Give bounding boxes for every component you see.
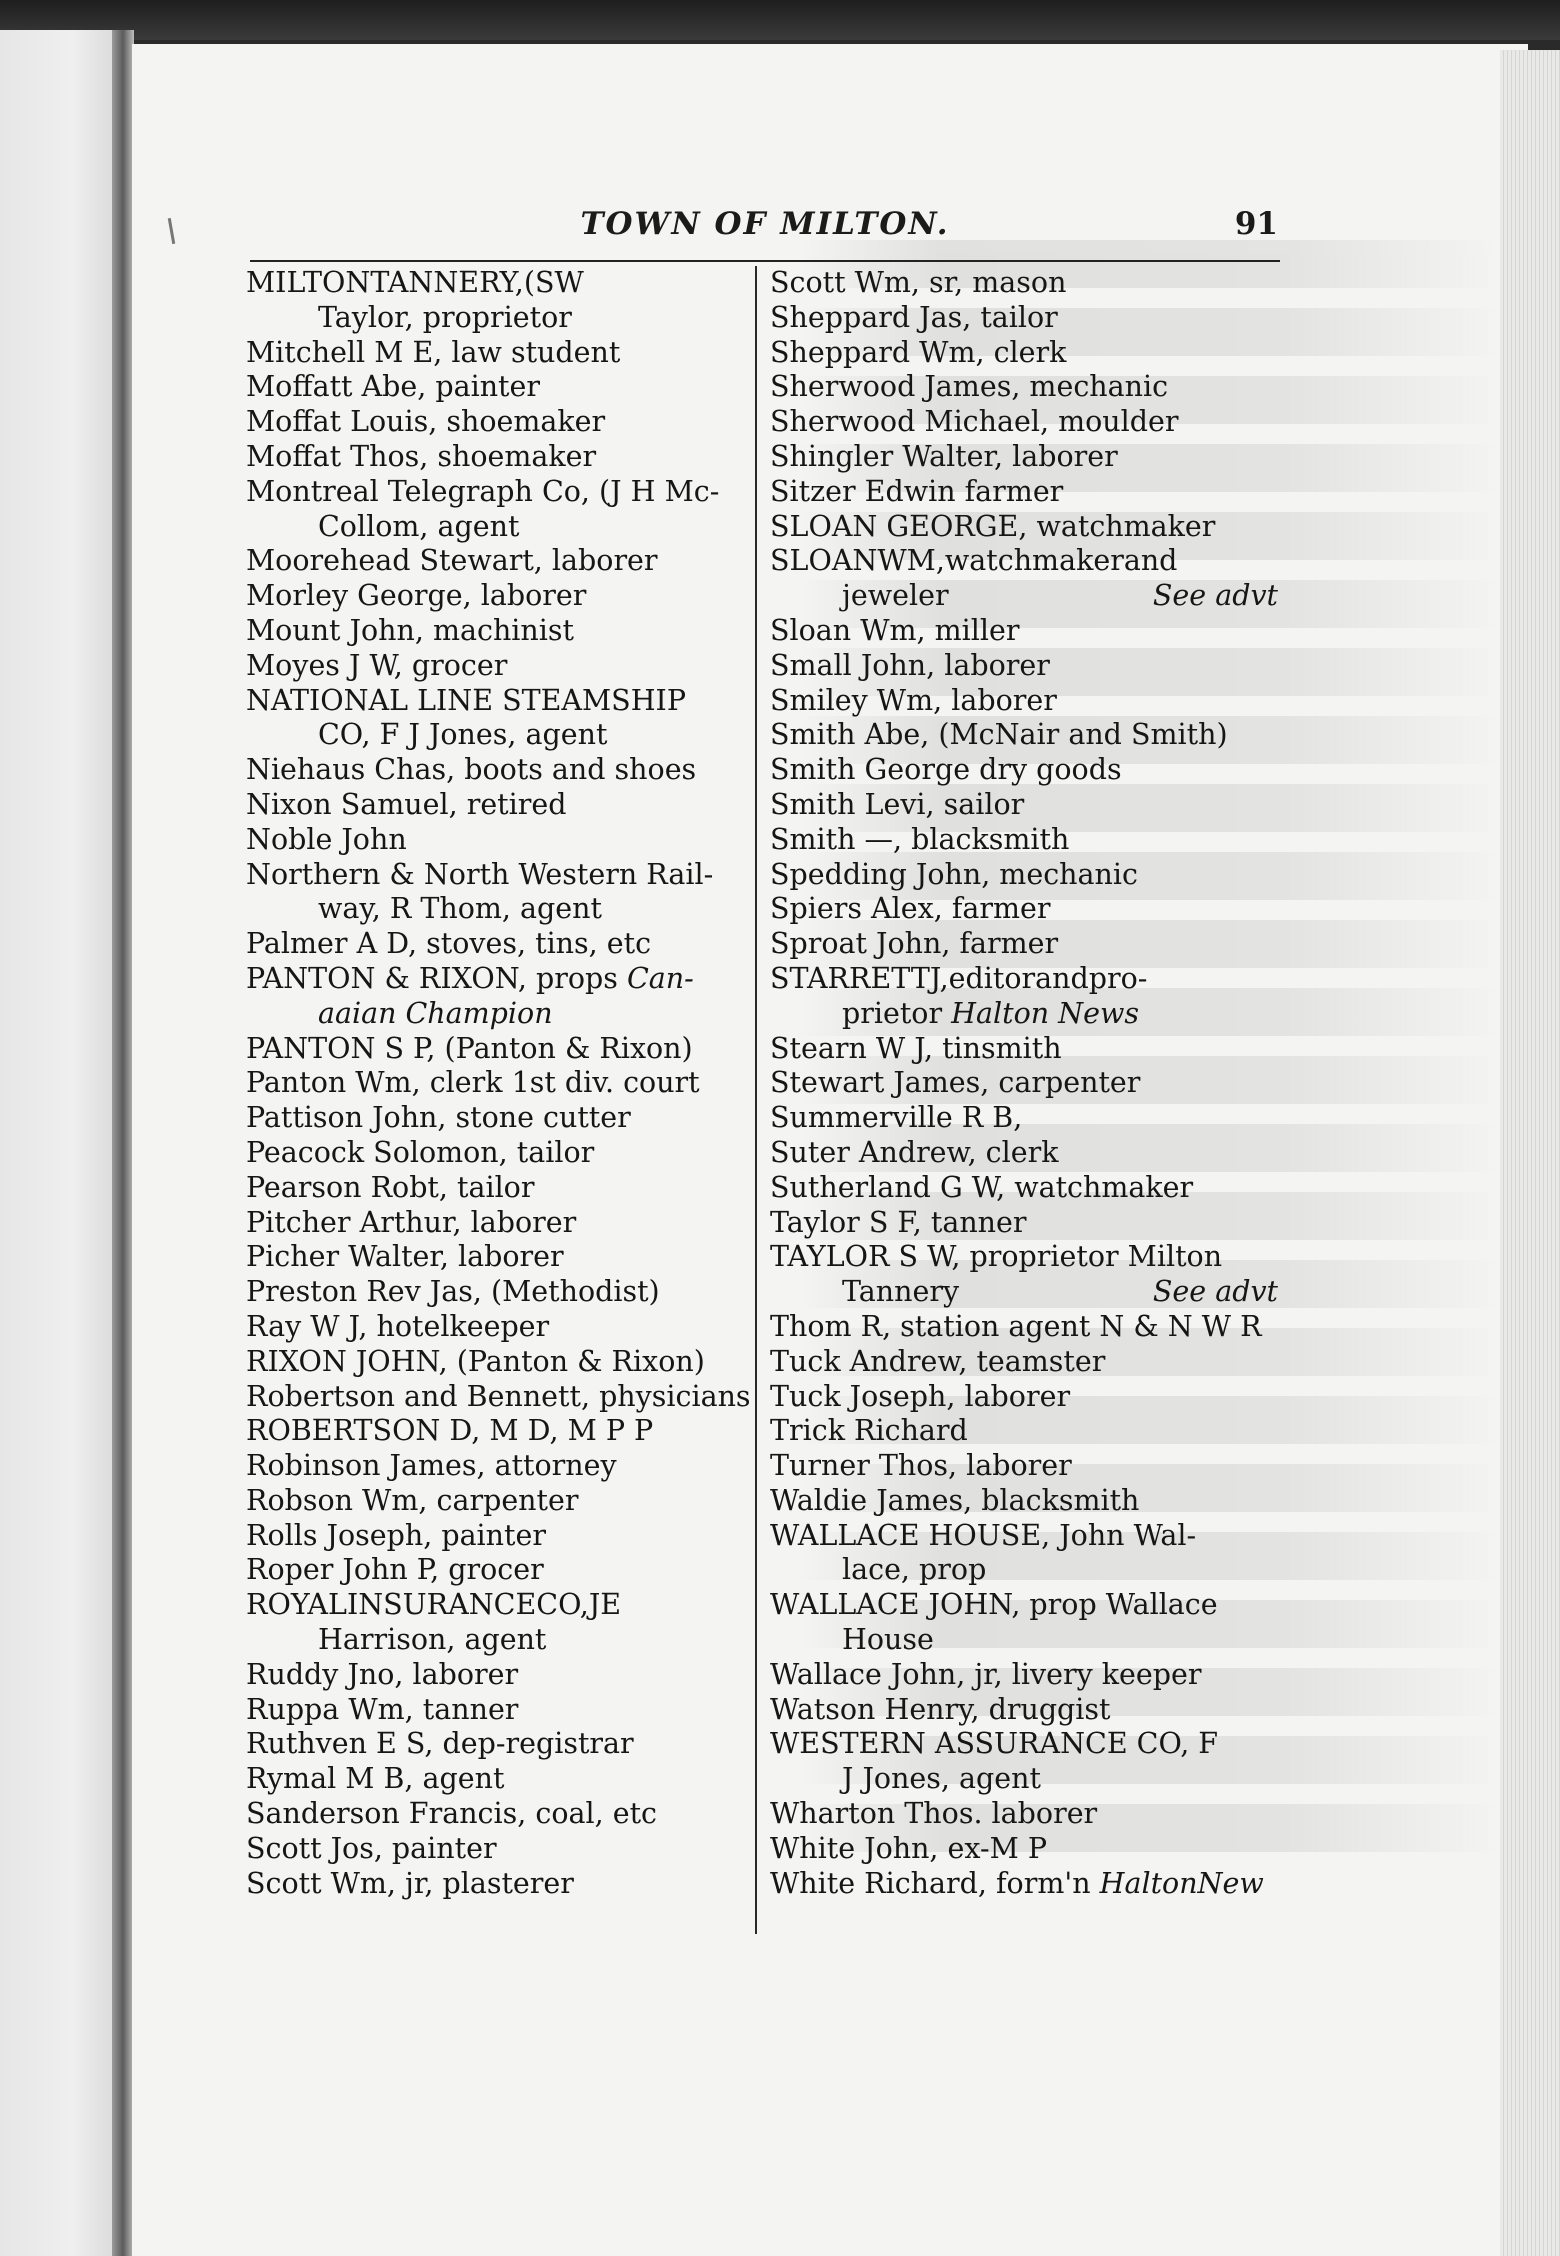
directory-entry xyxy=(246,370,756,405)
entry-continuation xyxy=(246,997,756,1032)
directory-entry xyxy=(770,1101,1278,1136)
entry-text: Sherwood James, mechanic xyxy=(770,370,1169,404)
entry-text: Harrison, agent xyxy=(318,1623,547,1657)
entry-text: Suter Andrew, clerk xyxy=(770,1135,1059,1169)
entry-line xyxy=(246,962,756,997)
directory-entry xyxy=(246,1414,756,1449)
entry-text: Trick Richard xyxy=(770,1414,968,1448)
directory-entry xyxy=(246,336,756,371)
directory-entry xyxy=(770,405,1278,440)
entry-line xyxy=(770,823,1278,858)
entry-line xyxy=(770,266,1278,301)
directory-entry xyxy=(246,1136,756,1171)
scan-top-border xyxy=(0,0,1560,40)
entry-word: and xyxy=(1123,544,1178,578)
entry-text: ROBERTSON D, M D, M P P xyxy=(246,1414,654,1448)
entry-line xyxy=(246,1832,756,1867)
entry-line xyxy=(770,788,1278,823)
entry-line xyxy=(770,1101,1278,1136)
entry-text: Scott Wm, sr, mason xyxy=(770,266,1067,299)
entry-line xyxy=(246,579,756,614)
entry-line xyxy=(770,927,1278,962)
entry-text: Nixon Samuel, retired xyxy=(246,787,567,821)
directory-column-left xyxy=(246,266,756,1901)
entry-italic-text: Halton News xyxy=(951,996,1139,1030)
entry-line xyxy=(770,753,1278,788)
directory-entry xyxy=(246,1310,756,1345)
directory-entry xyxy=(770,614,1278,649)
entry-text: Moorehead Stewart, laborer xyxy=(246,544,658,578)
directory-entry xyxy=(770,440,1278,475)
entry-text: WALLACE JOHN, prop Wallace xyxy=(770,1588,1218,1622)
entry-text: Ray W J, hotelkeeper xyxy=(246,1309,550,1343)
entry-italic-text: HaltonNew xyxy=(1099,1866,1264,1900)
entry-line xyxy=(770,544,1278,579)
entry-continuation xyxy=(246,892,756,927)
entry-text: Tannery xyxy=(842,1275,960,1309)
entry-line xyxy=(246,1414,756,1449)
entry-line xyxy=(246,475,756,510)
directory-entry xyxy=(246,753,756,788)
directory-entry xyxy=(770,1414,1278,1449)
directory-entry xyxy=(770,475,1278,510)
entry-line xyxy=(770,1449,1278,1484)
entry-text: Picher Walter, laborer xyxy=(246,1240,564,1274)
entry-line xyxy=(246,1449,756,1484)
directory-entry xyxy=(246,1797,756,1832)
entry-line xyxy=(246,1206,756,1241)
entry-text: J Jones, agent xyxy=(842,1762,1041,1796)
entry-line xyxy=(770,301,1278,336)
entry-line xyxy=(770,475,1278,510)
entry-line xyxy=(246,370,756,405)
entry-line xyxy=(246,1658,756,1693)
entry-word: INSURANCE xyxy=(346,1588,537,1622)
entry-text: White John, ex-M P xyxy=(770,1831,1048,1865)
entry-text: Mount John, machinist xyxy=(246,613,574,647)
entry-italic-text: aaian Champion xyxy=(318,996,553,1030)
entry-line xyxy=(246,1693,756,1728)
entry-line xyxy=(770,1658,1278,1693)
entry-text: Moyes J W, grocer xyxy=(246,648,508,682)
entry-text: Ruthven E S, dep-registrar xyxy=(246,1727,634,1761)
entry-line xyxy=(770,1414,1278,1449)
directory-entry xyxy=(770,544,1278,614)
entry-text: Sheppard Jas, tailor xyxy=(770,300,1058,334)
directory-entry xyxy=(246,475,756,545)
directory-entry xyxy=(246,1484,756,1519)
entry-line xyxy=(770,892,1278,927)
entry-word: TANNERY, xyxy=(370,266,524,299)
directory-entry xyxy=(770,1484,1278,1519)
entry-text: CO, F J Jones, agent xyxy=(318,718,608,752)
entry-text: Wharton Thos. laborer xyxy=(770,1797,1098,1831)
entry-line xyxy=(770,1380,1278,1415)
entry-text: Rolls Joseph, painter xyxy=(246,1518,546,1552)
directory-entry xyxy=(770,1345,1278,1380)
entry-text: Small John, laborer xyxy=(770,648,1050,682)
entry-text: Collom, agent xyxy=(318,509,520,543)
directory-entry xyxy=(246,684,756,754)
directory-entry xyxy=(246,579,756,614)
entry-text: lace, prop xyxy=(842,1553,987,1587)
entry-text: NATIONAL LINE STEAMSHIP xyxy=(246,683,686,717)
entry-continuation xyxy=(770,997,1278,1032)
entry-text: Smith Levi, sailor xyxy=(770,787,1025,821)
entry-word: SLOAN xyxy=(770,544,878,578)
entry-continuation xyxy=(770,1762,1278,1797)
entry-text: House xyxy=(842,1623,934,1657)
entry-text: Robson Wm, carpenter xyxy=(246,1483,579,1517)
entry-line xyxy=(246,1101,756,1136)
entry-line xyxy=(770,1240,1278,1275)
directory-entry xyxy=(770,823,1278,858)
directory-entry xyxy=(770,1310,1278,1345)
entry-text: Summerville R B, xyxy=(770,1101,1023,1135)
directory-entry xyxy=(246,1832,756,1867)
entry-line xyxy=(246,1171,756,1206)
directory-entry xyxy=(246,1380,756,1415)
directory-entry xyxy=(246,1727,756,1762)
entry-text: Stewart James, carpenter xyxy=(770,1066,1141,1100)
entry-line xyxy=(770,614,1278,649)
entry-line xyxy=(246,823,756,858)
directory-entry xyxy=(246,1345,756,1380)
entry-text: Northern & North Western Rail- xyxy=(246,857,714,891)
entry-line xyxy=(770,1032,1278,1067)
entry-text: Sheppard Wm, clerk xyxy=(770,335,1067,369)
entry-word: J xyxy=(588,1588,601,1622)
entry-text: Moffatt Abe, painter xyxy=(246,370,541,404)
entry-text: Robinson James, attorney xyxy=(246,1449,617,1483)
entry-word: and xyxy=(1035,961,1089,995)
running-head: TOWN OF MILTON. xyxy=(580,206,950,242)
entry-line xyxy=(246,1032,756,1067)
entry-text: Taylor, proprietor xyxy=(318,300,572,334)
entry-line xyxy=(770,1345,1278,1380)
entry-text: Peacock Solomon, tailor xyxy=(246,1135,595,1169)
entry-line xyxy=(246,405,756,440)
directory-entry xyxy=(770,336,1278,371)
entry-continuation xyxy=(770,579,1278,614)
entry-line xyxy=(246,858,756,893)
directory-entry xyxy=(770,266,1278,301)
entry-line xyxy=(770,1206,1278,1241)
directory-entry xyxy=(770,370,1278,405)
entry-text: Spiers Alex, farmer xyxy=(770,892,1051,926)
entry-line xyxy=(770,1066,1278,1101)
entry-italic-text: Can- xyxy=(626,961,694,995)
directory-entry xyxy=(246,440,756,475)
directory-column-right xyxy=(770,266,1278,1901)
entry-line xyxy=(770,1310,1278,1345)
directory-entry xyxy=(770,718,1278,753)
directory-entry xyxy=(770,1727,1278,1797)
directory-entry xyxy=(770,753,1278,788)
entry-text: Montreal Telegraph Co, (J H Mc- xyxy=(246,474,720,508)
entry-text: Smith —, blacksmith xyxy=(770,822,1070,856)
entry-line xyxy=(246,1867,756,1902)
entry-line xyxy=(770,1519,1278,1554)
entry-text: WALLACE HOUSE, John Wal- xyxy=(770,1518,1197,1552)
entry-text: Preston Rev Jas, (Methodist) xyxy=(246,1275,660,1309)
entry-line xyxy=(246,1762,756,1797)
entry-line xyxy=(246,1380,756,1415)
entry-text: Turner Thos, laborer xyxy=(770,1449,1072,1483)
entry-text: White Richard, form'n xyxy=(770,1866,1091,1900)
directory-entry xyxy=(770,1867,1278,1902)
entry-word: pro- xyxy=(1088,961,1148,995)
entry-text: Ruppa Wm, tanner xyxy=(246,1692,519,1726)
entry-line xyxy=(770,510,1278,545)
directory-entry xyxy=(770,510,1278,545)
entry-line xyxy=(770,684,1278,719)
entry-line xyxy=(246,1275,756,1310)
directory-entry xyxy=(770,858,1278,893)
entry-line xyxy=(246,927,756,962)
directory-entry xyxy=(246,1658,756,1693)
see-advt-note: See advt xyxy=(1152,1275,1278,1309)
entry-line xyxy=(770,718,1278,753)
entry-line xyxy=(770,1727,1278,1762)
entry-text: Moffat Thos, shoemaker xyxy=(246,439,597,473)
entry-line xyxy=(770,1588,1278,1623)
entry-continuation xyxy=(770,1553,1278,1588)
entry-continuation xyxy=(246,510,756,545)
entry-line xyxy=(246,1588,756,1623)
entry-text: Niehaus Chas, boots and shoes xyxy=(246,753,697,787)
entry-word: editor xyxy=(948,961,1036,995)
entry-line xyxy=(246,1519,756,1554)
directory-entry xyxy=(246,1206,756,1241)
entry-line xyxy=(770,1171,1278,1206)
entry-line xyxy=(246,753,756,788)
directory-entry xyxy=(770,962,1278,1032)
entry-text: Waldie James, blacksmith xyxy=(770,1483,1140,1517)
entry-text: PANTON S P, (Panton & Rixon) xyxy=(246,1031,693,1065)
entry-text: jeweler xyxy=(842,579,949,613)
entry-text: Robertson and Bennett, physicians xyxy=(246,1379,751,1413)
entry-text: Watson Henry, druggist xyxy=(770,1692,1111,1726)
directory-entry xyxy=(246,544,756,579)
directory-entry xyxy=(246,1588,756,1658)
entry-line xyxy=(770,336,1278,371)
entry-continuation xyxy=(246,1623,756,1658)
entry-text: Sutherland G W, watchmaker xyxy=(770,1170,1194,1204)
entry-text: Smith Abe, (McNair and Smith) xyxy=(770,718,1228,752)
entry-line xyxy=(246,544,756,579)
entry-line xyxy=(246,1240,756,1275)
entry-line xyxy=(770,649,1278,684)
directory-entry xyxy=(770,892,1278,927)
entry-line xyxy=(246,266,756,301)
page-number: 91 xyxy=(1234,206,1278,242)
directory-entry xyxy=(246,962,756,1032)
entry-text: Panton Wm, clerk 1st div. court xyxy=(246,1066,700,1100)
entry-line xyxy=(770,1484,1278,1519)
entry-line xyxy=(246,614,756,649)
directory-entry xyxy=(770,1797,1278,1832)
entry-line xyxy=(246,440,756,475)
entry-line xyxy=(770,440,1278,475)
entry-text: TAYLOR S W, proprietor Milton xyxy=(770,1240,1223,1274)
entry-text: Scott Jos, painter xyxy=(246,1831,497,1865)
directory-entry xyxy=(246,1101,756,1136)
directory-entry xyxy=(770,684,1278,719)
directory-entry xyxy=(770,1588,1278,1658)
directory-entry xyxy=(246,1519,756,1554)
directory-entry xyxy=(246,788,756,823)
directory-entry xyxy=(770,927,1278,962)
entry-text: Sloan Wm, miller xyxy=(770,613,1020,647)
directory-entry xyxy=(246,927,756,962)
entry-text: PANTON & RIXON, props xyxy=(246,961,618,995)
entry-line xyxy=(770,1867,1278,1902)
entry-continuation xyxy=(770,1275,1278,1310)
entry-line xyxy=(770,1832,1278,1867)
directory-entry xyxy=(246,614,756,649)
entry-text: Smiley Wm, laborer xyxy=(770,683,1057,717)
directory-entry xyxy=(246,858,756,928)
entry-line xyxy=(246,684,756,719)
entry-text: Palmer A D, stoves, tins, etc xyxy=(246,927,652,961)
directory-entry xyxy=(246,1275,756,1310)
entry-text: way, R Thom, agent xyxy=(318,892,602,926)
directory-entry xyxy=(770,1832,1278,1867)
entry-text: Sproat John, farmer xyxy=(770,927,1059,961)
entry-line xyxy=(770,962,1278,997)
entry-word: E xyxy=(600,1588,622,1622)
entry-line xyxy=(246,788,756,823)
entry-word: STARRET xyxy=(770,961,911,995)
directory-entry xyxy=(246,1867,756,1902)
entry-text: RIXON JOHN, (Panton & Rixon) xyxy=(246,1344,705,1378)
entry-line xyxy=(770,1797,1278,1832)
directory-entry xyxy=(246,1066,756,1101)
entry-line xyxy=(246,1727,756,1762)
entry-word: watchmaker xyxy=(944,544,1124,578)
directory-entry xyxy=(770,1066,1278,1101)
entry-text: Pattison John, stone cutter xyxy=(246,1101,631,1135)
directory-entry xyxy=(246,1240,756,1275)
directory-entry xyxy=(246,266,756,336)
entry-word: J, xyxy=(929,961,949,995)
entry-word: T xyxy=(910,961,930,995)
entry-line xyxy=(246,1797,756,1832)
directory-entry xyxy=(770,1240,1278,1310)
entry-line xyxy=(770,370,1278,405)
directory-entry xyxy=(246,1762,756,1797)
directory-entry xyxy=(770,1380,1278,1415)
entry-line xyxy=(246,1136,756,1171)
entry-text: Scott Wm, jr, plasterer xyxy=(246,1866,574,1900)
entry-text: Sherwood Michael, moulder xyxy=(770,405,1179,439)
entry-text: Roper John P, grocer xyxy=(246,1553,544,1587)
directory-entry xyxy=(246,405,756,440)
entry-text: Taylor S F, tanner xyxy=(770,1205,1027,1239)
entry-text: Tuck Joseph, laborer xyxy=(770,1379,1071,1413)
entry-text: Spedding John, mechanic xyxy=(770,857,1138,891)
entry-line xyxy=(246,1066,756,1101)
entry-word: W xyxy=(554,266,584,299)
entry-line xyxy=(246,1310,756,1345)
entry-text: Shingler Walter, laborer xyxy=(770,439,1118,473)
entry-line xyxy=(246,1553,756,1588)
entry-word: MILTON xyxy=(246,266,371,299)
entry-text: Sitzer Edwin farmer xyxy=(770,474,1064,508)
entry-text: Tuck Andrew, teamster xyxy=(770,1344,1106,1378)
entry-text: Rymal M B, agent xyxy=(246,1762,505,1796)
entry-continuation xyxy=(770,1623,1278,1658)
directory-entry xyxy=(770,301,1278,336)
entry-line xyxy=(246,336,756,371)
entry-text: Wallace John, jr, livery keeper xyxy=(770,1657,1202,1691)
entry-text: Pitcher Arthur, laborer xyxy=(246,1205,577,1239)
page-header xyxy=(250,200,1280,262)
entry-text: Smith George dry goods xyxy=(770,753,1122,787)
entry-line xyxy=(770,1136,1278,1171)
directory-entry xyxy=(770,1136,1278,1171)
directory-entry xyxy=(770,1693,1278,1728)
entry-continuation xyxy=(246,718,756,753)
entry-text: prietor xyxy=(842,996,943,1030)
entry-line xyxy=(246,1484,756,1519)
directory-entry xyxy=(246,1693,756,1728)
entry-text: Stearn W J, tinsmith xyxy=(770,1031,1062,1065)
directory-entry xyxy=(770,1519,1278,1589)
entry-text: Noble John xyxy=(246,822,407,856)
entry-word: WM, xyxy=(877,544,945,578)
directory-entry xyxy=(246,1449,756,1484)
see-advt-note: See advt xyxy=(1152,579,1278,613)
entry-text: Moffat Louis, shoemaker xyxy=(246,405,606,439)
directory-entry xyxy=(770,1449,1278,1484)
entry-line xyxy=(770,858,1278,893)
directory-entry xyxy=(246,649,756,684)
book-gutter xyxy=(112,30,134,2256)
entry-text: Ruddy Jno, laborer xyxy=(246,1657,519,1691)
entry-text: Thom R, station agent N & N W R xyxy=(770,1309,1262,1343)
directory-entry xyxy=(246,1032,756,1067)
directory-entry xyxy=(770,1032,1278,1067)
entry-line xyxy=(246,1345,756,1380)
directory-entry xyxy=(246,1553,756,1588)
directory-entry xyxy=(246,823,756,858)
page-stack-edge xyxy=(1500,50,1560,2256)
entry-text: SLOAN GEORGE, watchmaker xyxy=(770,509,1216,543)
entry-text: Pearson Robt, tailor xyxy=(246,1170,535,1204)
facing-page-edge xyxy=(0,30,120,2256)
directory-entry xyxy=(246,1171,756,1206)
entry-line xyxy=(246,649,756,684)
entry-word: (S xyxy=(523,266,555,299)
entry-word: CO, xyxy=(536,1588,589,1622)
directory-entry xyxy=(770,649,1278,684)
entry-text: Morley George, laborer xyxy=(246,579,587,613)
directory-entry xyxy=(770,1658,1278,1693)
directory-entry xyxy=(770,1206,1278,1241)
entry-text: WESTERN ASSURANCE CO, F xyxy=(770,1727,1219,1761)
directory-entry xyxy=(770,1171,1278,1206)
entry-text: Sanderson Francis, coal, etc xyxy=(246,1797,657,1831)
entry-text: Mitchell M E, law student xyxy=(246,335,621,369)
directory-entry xyxy=(770,788,1278,823)
entry-line xyxy=(770,1693,1278,1728)
entry-word: ROYAL xyxy=(246,1588,347,1622)
entry-continuation xyxy=(246,301,756,336)
entry-line xyxy=(770,405,1278,440)
